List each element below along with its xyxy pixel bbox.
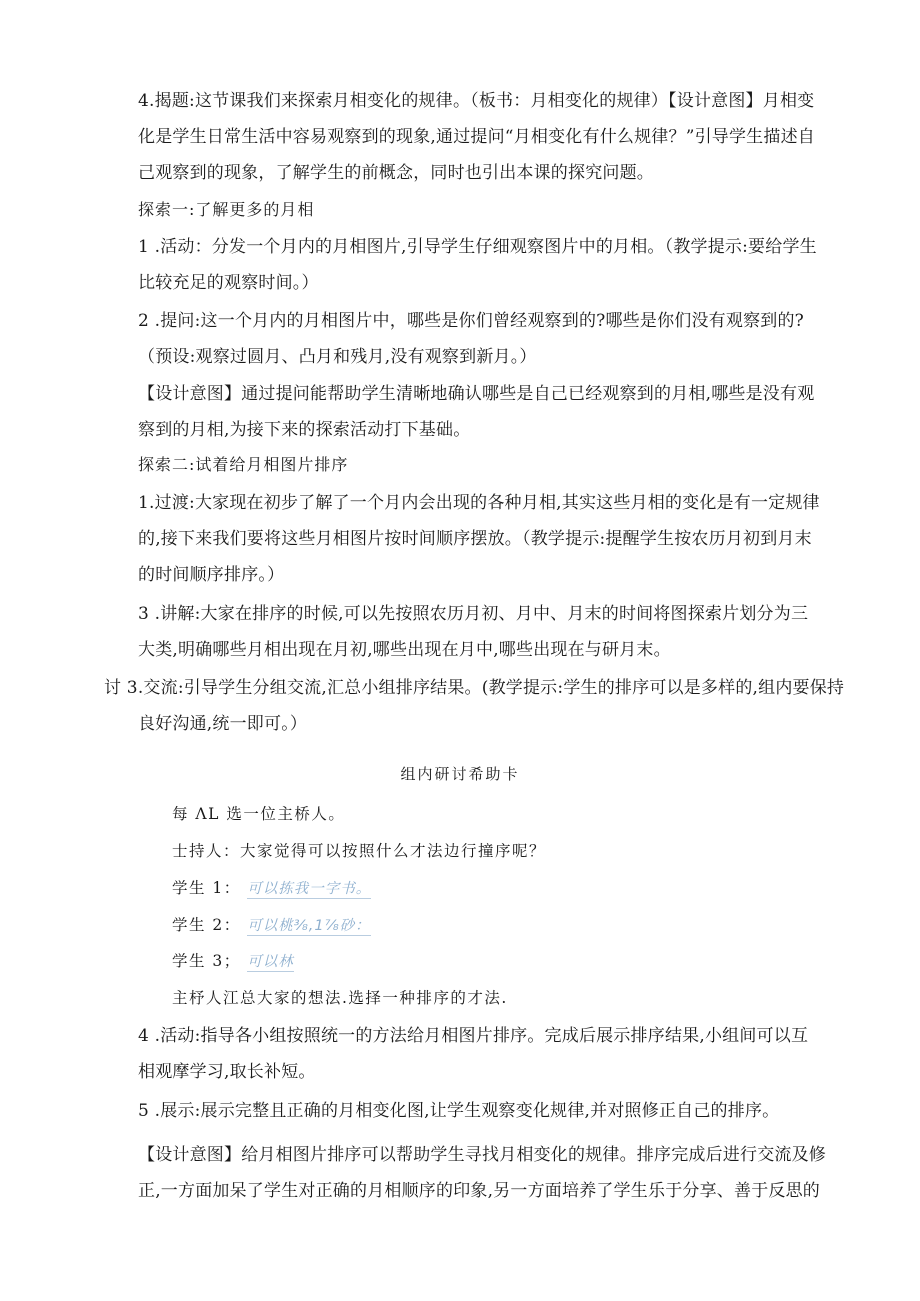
help-card-line: 士持人：大家觉得可以按照什么才法边行撞序呢？: [172, 842, 547, 860]
section-heading-explore-2: 探索二:试着给月相图片排序: [138, 455, 349, 474]
text-line: 1 .活动：分发一个月内的月相图片,引导学生仔细观察图片中的月相。（教学提示:要给学生: [138, 237, 817, 257]
paragraph-activity-1: [138, 229, 828, 301]
text-line: 相观摩学习,取长补短。: [138, 1062, 316, 1082]
handwritten-answer: 可以拣我一字书。: [247, 881, 372, 897]
help-card-student-1: [172, 873, 371, 904]
text-line: 的,接下来我们要将这些月相图片按时间顺序摆放。（教学提示:提醒学生按农历月初到月末: [138, 529, 812, 549]
paragraph-transition: [138, 485, 828, 593]
text-line: 的时间顺序排序。）: [138, 565, 285, 585]
text-line: 1.过渡:大家现在初步了解了一个月内会出现的各种月相,其实这些月相的变化是有一定规律: [138, 493, 820, 513]
text-line: 讨 3.交流:引导学生分组交流,汇总小组排序结果。(教学提示:学生的排序可以是多样的,组内要保持: [104, 678, 845, 698]
text-line: 比较充足的观察时间。）: [138, 273, 319, 293]
text-line: 3 .讲解:大家在排序的时候,可以先按照农历月初、月中、月末的时间将图探索片划分为三: [138, 604, 809, 624]
text-line: 4 .活动:指导各小组按照统一的方法给月相图片排序。完成后展示排序结果,小组间可以互: [138, 1026, 809, 1046]
handwritten-answer: 可以桃⅜,1⅞砂：: [247, 918, 371, 934]
student-label: 学生 2：: [172, 916, 241, 934]
text-line: （预设:观察过圆月、凸月和残月,没有观察到新月。）: [138, 347, 537, 367]
help-card-line: 每 ΛL 选一位主桥人。: [172, 805, 346, 823]
text-line: 【设计意图】通过提问能帮助学生清晰地确认哪些是自己已经观察到的月相,哪些是没有观: [138, 384, 815, 404]
paragraph-design-intent-1: [138, 376, 828, 448]
student-label: 学生 1：: [172, 879, 241, 897]
text-line: 察到的月相,为接下来的探索活动打下基础。: [138, 420, 471, 440]
text-line: 4.揭题:这节课我们来探索月相变化的规律。（板书：月相变化的规律）【设计意图】月相变: [138, 91, 815, 111]
help-card-line: 主杼人江总大家的想法.选择一种排序的才法.: [172, 989, 508, 1007]
paragraph-explain-3: [138, 596, 828, 668]
paragraph-design-intent-2: [138, 1137, 828, 1209]
help-card-title: 组内研讨希助卡: [400, 765, 520, 783]
handwritten-answer: 可以林: [247, 954, 294, 970]
text-line: 5 .展示:展示完整且正确的月相变化图,让学生观察变化规律,并对照修正自己的排序。: [138, 1101, 780, 1121]
section-heading-explore-1: 探索一:了解更多的月相: [138, 200, 315, 219]
help-card-student-3: [172, 946, 294, 977]
text-line: 良好沟通,统一即可。）: [138, 714, 308, 734]
paragraph-activity-4: [138, 1018, 828, 1090]
help-card-student-2: [172, 910, 371, 941]
text-line: 2 .提问:这一个月内的月相图片中，哪些是你们曾经观察到的?哪些是你们没有观察到的?: [138, 311, 804, 331]
paragraph-question-2: [138, 303, 828, 375]
text-line: 【设计意图】给月相图片排序可以帮助学生寻找月相变化的规律。排序完成后进行交流及修: [138, 1145, 826, 1165]
paragraph-exchange: [104, 670, 845, 742]
text-line: 正,一方面加呆了学生对正确的月相顺序的印象,另一方面培养了学生乐于分享、善于反思的: [138, 1181, 821, 1201]
student-label: 学生 3；: [172, 952, 241, 970]
text-line: 化是学生日常生活中容易观察到的现象,通过提问“月相变化有什么规律？”引导学生描述自: [138, 127, 815, 147]
paragraph-reveal-topic: [138, 83, 828, 191]
paragraph-display-5: [138, 1093, 828, 1129]
text-line: 大类,明确哪些月相出现在月初,哪些出现在月中,哪些出现在与研月末。: [138, 640, 671, 660]
text-line: 己观察到的现象，了解学生的前概念，同时也引出本课的探究问题。: [138, 163, 654, 183]
